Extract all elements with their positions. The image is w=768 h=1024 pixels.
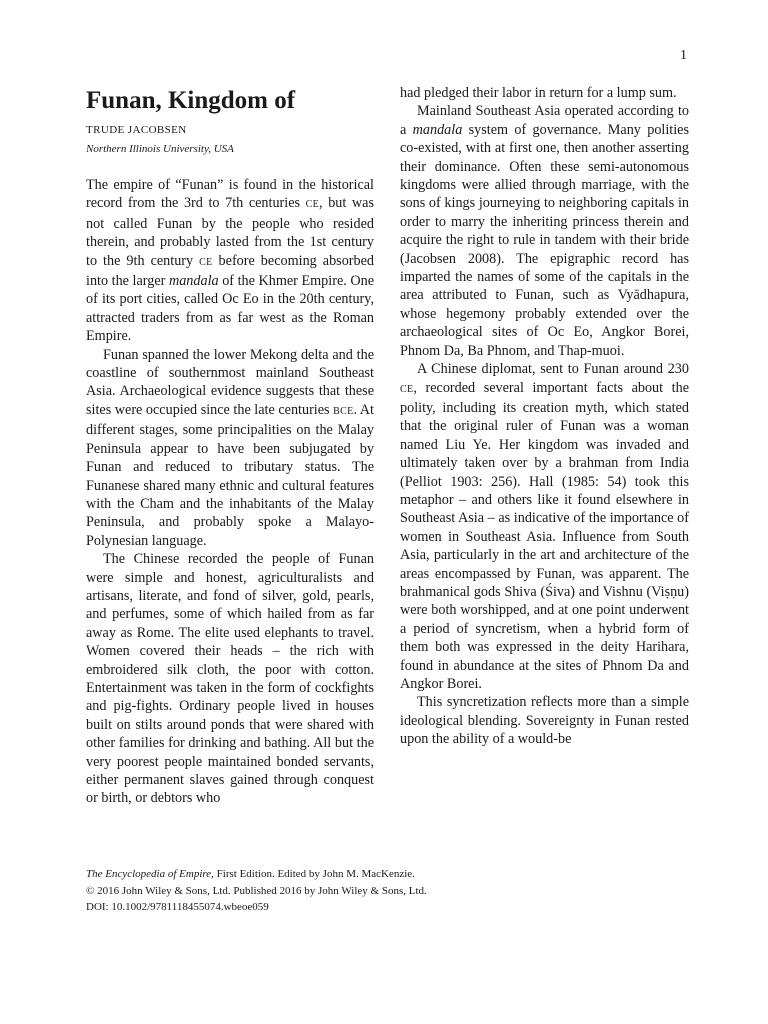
paragraph: The Chinese recorded the people of Funan were simple and honest, agriculturalists and artisans, literate, and fond of silver, gold, pearls, and perfumes, some of which hailed from as far away as Rome. The elite used elephants to travel. Women covered their heads – the rich with embroidered silk cloth, the poor with cotton. Entertainment was taken in the form of cockfights and pig-fights. Ordinary people lived in houses built on stilts around ponds that were shared with other families for drinking and bathing. All but the very poorest people maintained bonded servants, either permanent slaves gained through conquest or birth, or debtors who (86, 551, 374, 807)
author-name: TRUDE JACOBSEN (86, 124, 187, 136)
paragraph: Funan spanned the lower Mekong delta and the coastline of southernmost mainland Southeast Asia. Archaeological evidence suggests that these sites were occupied since the late centuries BCE. At different stages, some principalities on the Malay Peninsula appear to have been subjugated by Funan and reduced to tributary status. The Funanese shared many ethnic and cultural features with the Cham and the inhabitants of the Malay Peninsula, and probably spoke a Malayo-Polynesian language. (86, 346, 374, 549)
left-column (86, 176, 374, 808)
paragraph: had pledged their labor in return for a lump sum. (400, 85, 677, 101)
author-affiliation: Northern Illinois University, USA (86, 143, 234, 155)
right-column (400, 84, 689, 749)
article-title: Funan, Kingdom of (86, 87, 296, 114)
doi-line: DOI: 10.1002/9781118455074.wbeoe059 (86, 901, 269, 913)
publication-footer (86, 866, 427, 916)
paragraph: Mainland Southeast Asia operated according to a mandala system of governance. Many polities co-existed, with at first one, then another asserting their dominance. Often these semi-autonomous kingdoms were allied through marriage, with the sons of kings journeying to neighboring capitals in order to marry the inheriting princess therein and acquire the right to rule in tandem with their bride (Jacobsen 2008). The epigraphic record has imparted the names of some of the capitals in the area attributed to Funan, such as Vyādhapura, whose hegemony probably extended over the archaeological sites of Oc Eo, Angkor Borei, Phnom Da, Ba Phnom, and Thap-muoi. (400, 103, 689, 359)
paragraph: The empire of “Funan” is found in the historical record from the 3rd to 7th centuries CE, but was not called Funan by the people who resided therein, and probably lasted from the 1st century to the 9th century CE before becoming absorbed into the larger mandala of the Khmer Empire. One of its port cities, called Oc Eo in the 20th century, attracted traders from as far west as the Roman Empire. (86, 177, 374, 345)
paragraph: A Chinese diplomat, sent to Funan around 230 CE, recorded several important facts about the polity, including its creation myth, which stated that the original ruler of Funan was a woman named Liu Ye. Her kingdom was invaded and ultimately taken over by a brahman from India (Pelliot 1903: 256). Hall (1985: 54) took this metaphor – and others like it found elsewhere in Southeast Asia – as indicative of the importance of women in Southeast Asia. Influence from South Asia, particularly in the art and architecture of the areas encompassed by Funan, was apparent. The brahmanical gods Shiva (Śiva) and Vishnu (Viṣṇu) were both worshipped, and at one point underwent a period of syncretism, when a hybrid form of them both was expressed in the deity Harihara, found in abundance at the sites of Phnom Da and Angkor Borei. (400, 361, 689, 692)
copyright-line: © 2016 John Wiley & Sons, Ltd. Published 2016 by John Wiley & Sons, Ltd. (86, 884, 427, 897)
page-number: 1 (680, 48, 687, 63)
citation-line: The Encyclopedia of Empire, First Edition. Edited by John M. MacKenzie. (86, 868, 415, 880)
paragraph: This syncretization reflects more than a simple ideological blending. Sovereignty in Funan rested upon the ability of a would-be (400, 694, 689, 748)
